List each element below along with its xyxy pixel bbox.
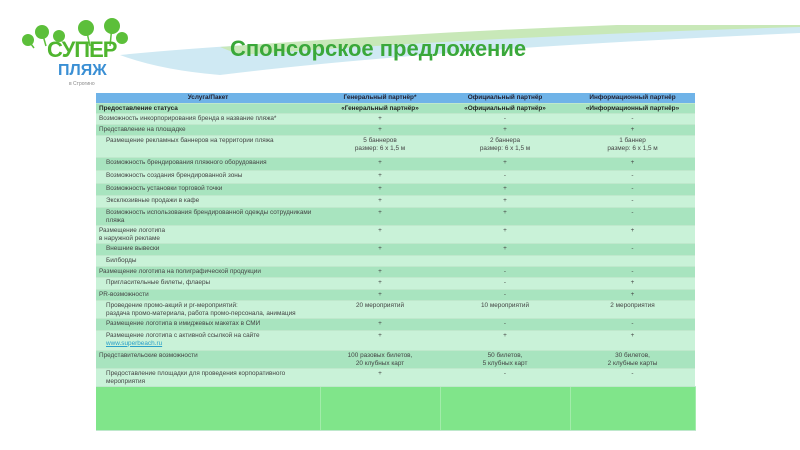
table-row — [96, 319, 695, 331]
cell-value: + — [320, 171, 440, 184]
empty-cell — [570, 387, 695, 431]
row-label: Представительские возможности — [96, 351, 320, 369]
table-row — [96, 171, 695, 184]
cell-value: - — [570, 114, 695, 125]
table-row — [96, 351, 695, 369]
cell-value: + — [320, 184, 440, 196]
table-row — [96, 226, 695, 244]
cell-value: - — [570, 369, 695, 387]
cell-value: 5 баннеров размер: 6 х 1,5 м — [320, 136, 440, 158]
cell-value: + — [440, 125, 570, 136]
table-row — [96, 196, 695, 208]
cell-value: 20 мероприятий — [320, 301, 440, 319]
row-label: Пригласительные билеты, флаеры — [96, 278, 320, 290]
table-row — [96, 136, 695, 158]
cell-value: + — [320, 278, 440, 290]
row-label: Размещение логотипа в наружной рекламе — [96, 226, 320, 244]
cell-value: - — [440, 114, 570, 125]
table-row — [96, 331, 695, 351]
column-header: Услуга/Пакет — [96, 93, 320, 103]
row-label: Возможность использования брендированной одежды сотрудниками пляжа — [96, 208, 320, 226]
row-label: Представление на площадке — [96, 125, 320, 136]
cell-value: 50 билетов, 5 клубных карт — [440, 351, 570, 369]
cell-value: + — [320, 369, 440, 387]
cell-value: «Официальный партнёр» — [440, 103, 570, 114]
row-label-text: Размещение логотипа с активной ссылкой на сайте — [106, 332, 260, 339]
cell-value: - — [440, 369, 570, 387]
column-header: Генеральный партнёр* — [320, 93, 440, 103]
cell-value: - — [570, 319, 695, 331]
cell-value: + — [320, 158, 440, 171]
cell-value: + — [440, 158, 570, 171]
cell-value: 30 билетов, 2 клубные карты — [570, 351, 695, 369]
row-label: Эксклюзивные продажи в кафе — [96, 196, 320, 208]
cell-value — [320, 256, 440, 267]
cell-value: + — [440, 331, 570, 351]
empty-cell — [320, 387, 440, 431]
table-row — [96, 369, 695, 387]
cell-value: - — [570, 267, 695, 278]
cell-value: + — [320, 226, 440, 244]
table-row — [96, 244, 695, 256]
table-row — [96, 208, 695, 226]
cell-value: + — [320, 331, 440, 351]
logo-text-plyazh: ПЛЯЖ — [58, 62, 107, 79]
cell-value: - — [440, 319, 570, 331]
page-title: Спонсорское предложение — [230, 36, 527, 61]
row-label: Размещение рекламных баннеров на территории пляжа — [96, 136, 320, 158]
cell-value: + — [570, 331, 695, 351]
table-row — [96, 267, 695, 278]
cell-value: - — [570, 208, 695, 226]
cell-value: + — [320, 244, 440, 256]
table-row — [96, 290, 695, 301]
row-label: Предоставление площадки для проведения корпоративного мероприятия — [96, 369, 320, 387]
table-row — [96, 278, 695, 290]
cell-value: + — [320, 196, 440, 208]
cell-value: 2 баннера размер: 6 х 1,5 м — [440, 136, 570, 158]
cell-value: + — [440, 226, 570, 244]
cell-value: - — [440, 278, 570, 290]
row-label: Предоставление статуса — [96, 103, 320, 114]
row-label: Возможность брендирования пляжного оборудования — [96, 158, 320, 171]
cell-value: - — [440, 290, 570, 301]
empty-green-row — [96, 387, 695, 431]
cell-value: + — [570, 290, 695, 301]
cell-value: «Информационный партнёр» — [570, 103, 695, 114]
row-label: Возможность инкорпорирования бренда в название пляжа* — [96, 114, 320, 125]
table-header-row — [96, 93, 695, 103]
table-row — [96, 184, 695, 196]
row-label: PR-возможности — [96, 290, 320, 301]
cell-value: + — [570, 158, 695, 171]
column-header: Информационный партнёр — [570, 93, 695, 103]
cell-value: + — [320, 208, 440, 226]
cell-value: + — [440, 184, 570, 196]
cell-value: + — [320, 114, 440, 125]
row-label: Возможность создания брендированной зоны — [96, 171, 320, 184]
cell-value: «Генеральный партнёр» — [320, 103, 440, 114]
cell-value: - — [570, 244, 695, 256]
table-row — [96, 125, 695, 136]
logo-text-super: СУПЕР — [47, 37, 117, 62]
row-label: Размещение логотипа на полиграфической продукции — [96, 267, 320, 278]
cell-value: + — [320, 319, 440, 331]
cell-value: + — [440, 208, 570, 226]
cell-value: + — [570, 125, 695, 136]
cell-value: 10 мероприятий — [440, 301, 570, 319]
row-label: Размещение логотипа в имиджевых макетах в СМИ — [96, 319, 320, 331]
table-row — [96, 301, 695, 319]
table-row — [96, 103, 695, 114]
cell-value: - — [440, 267, 570, 278]
row-label — [96, 331, 320, 351]
table-row — [96, 114, 695, 125]
table-row — [96, 256, 695, 267]
row-label: Внешние вывески — [96, 244, 320, 256]
cell-value: + — [570, 226, 695, 244]
logo-text-strogino: в Строгино — [69, 81, 95, 87]
cell-value: 100 разовых билетов, 20 клубных карт — [320, 351, 440, 369]
cell-value: + — [440, 244, 570, 256]
empty-cell — [440, 387, 570, 431]
cell-value — [570, 256, 695, 267]
row-label: Проведение промо-акций и pr-мероприятий: раздача промо-материала, работа промо-персонала, анимация — [96, 301, 320, 319]
cell-value: + — [320, 290, 440, 301]
cell-value: + — [440, 196, 570, 208]
cell-value: - — [570, 196, 695, 208]
row-label: Возможность установки торговой точки — [96, 184, 320, 196]
cell-value: 2 мероприятия — [570, 301, 695, 319]
column-header: Официальный партнёр — [440, 93, 570, 103]
empty-cell — [96, 387, 320, 431]
cell-value — [440, 256, 570, 267]
cell-value: - — [570, 184, 695, 196]
cell-value: 1 баннер размер: 6 х 1,5 м — [570, 136, 695, 158]
cell-value: + — [320, 125, 440, 136]
cell-value: - — [570, 171, 695, 184]
cell-value: - — [440, 171, 570, 184]
cell-value: + — [570, 278, 695, 290]
sponsorship-table — [96, 93, 696, 431]
row-label: Билборды — [96, 256, 320, 267]
website-link[interactable]: www.superbeach.ru — [106, 339, 163, 347]
cell-value: + — [320, 267, 440, 278]
table-row — [96, 158, 695, 171]
